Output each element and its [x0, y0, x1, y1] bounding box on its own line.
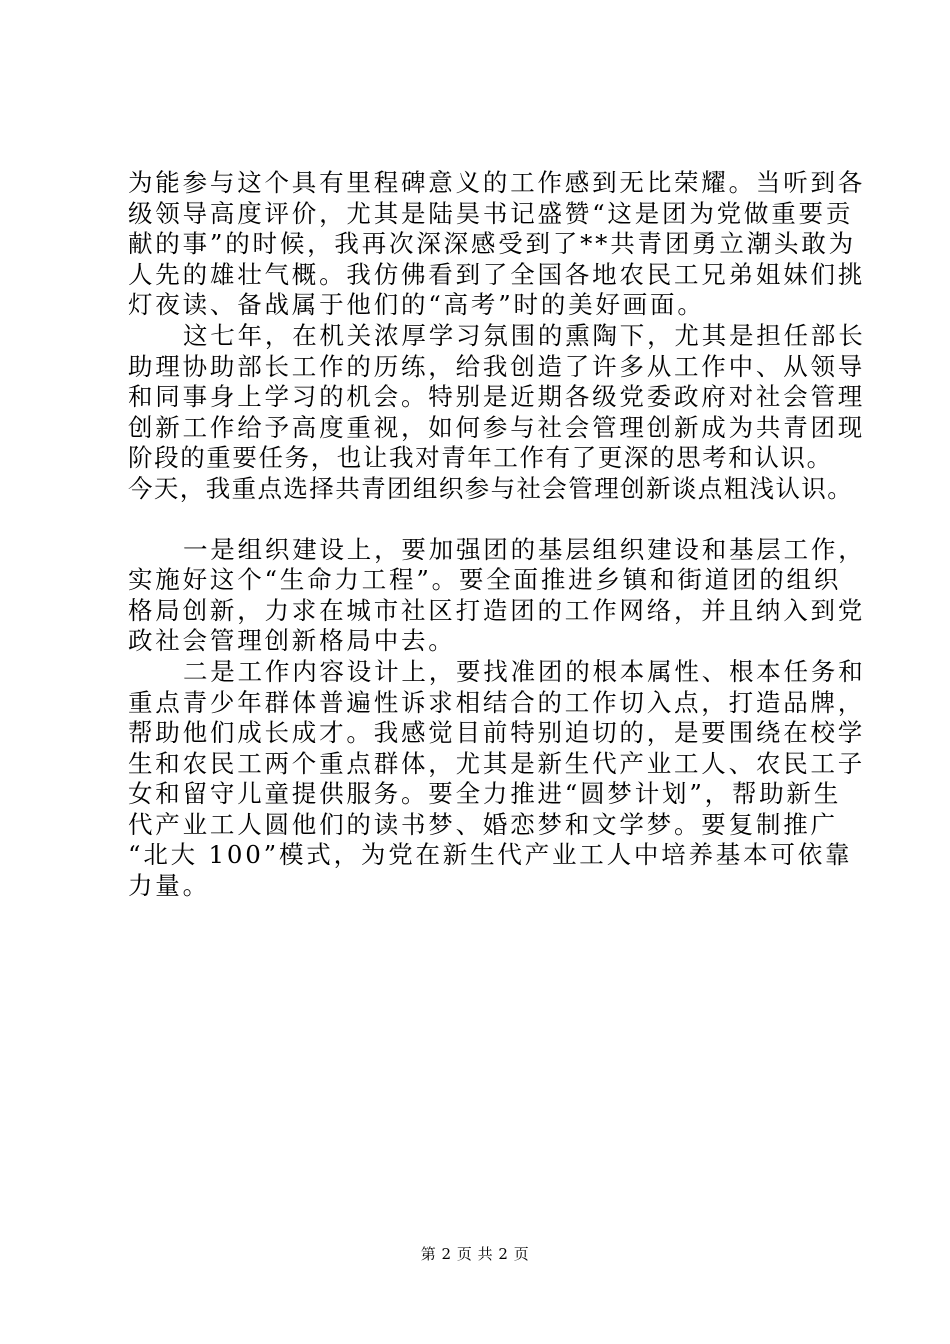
text-line: 代产业工人圆他们的读书梦、婚恋梦和文学梦。要复制推广 [128, 809, 838, 839]
text-line: 一是组织建设上，要加强团的基层组织建设和基层工作， [183, 534, 866, 564]
paragraph-3 [128, 534, 866, 657]
text-line: 二是工作内容设计上，要找准团的根本属性、根本任务和 [183, 656, 866, 686]
paragraph-spacer [128, 505, 848, 535]
paragraph-1 [128, 168, 866, 321]
text-line: 和同事身上学习的机会。特别是近期各级党委政府对社会管理 [128, 382, 866, 412]
text-line: 实施好这个“生命力工程”。要全面推进乡镇和街道团的组织 [128, 565, 842, 595]
text-line: 帮助他们成长成才。我感觉目前特别迫切的，是要围绕在校学 [128, 718, 866, 748]
text-line: “北大 100”模式，为党在新生代产业工人中培养基本可依靠 [128, 840, 853, 870]
text-line: 级领导高度评价，尤其是陆昊书记盛赞“这是团为党做重要贡 [128, 198, 854, 228]
paragraph-4 [128, 656, 866, 902]
text-line: 人先的雄壮气概。我仿佛看到了全国各地农民工兄弟姐妹们挑 [128, 259, 866, 289]
text-line: 政社会管理创新格局中去。 [128, 626, 456, 656]
text-line: 为能参与这个具有里程碑意义的工作感到无比荣耀。当听到各 [128, 168, 866, 197]
text-line: 阶段的重要任务，也让我对青年工作有了更深的思考和认识。 [128, 443, 833, 473]
page-number-footer: 第 2 页 共 2 页 [420, 1245, 530, 1263]
text-line: 助理协助部长工作的历练，给我创造了许多从工作中、从领导 [128, 351, 866, 381]
text-line: 重点青少年群体普遍性诉求相结合的工作切入点，打造品牌， [128, 687, 866, 717]
text-line: 今天，我重点选择共青团组织参与社会管理创新谈点粗浅认识。 [128, 473, 854, 503]
text-line: 创新工作给予高度重视，如何参与社会管理创新成为共青团现 [128, 412, 866, 442]
text-line: 生和农民工两个重点群体，尤其是新生代产业工人、农民工子 [128, 748, 866, 778]
text-line: 女和留守儿童提供服务。要全力推进“圆梦计划”，帮助新生 [128, 779, 842, 809]
text-line: 格局创新，力求在城市社区打造团的工作网络，并且纳入到党 [128, 595, 866, 625]
text-line: 灯夜读、备战属于他们的“高考”时的美好画面。 [128, 290, 705, 320]
text-line: 力量。 [128, 871, 210, 901]
paragraph-2 [128, 320, 866, 505]
text-line: 献的事”的时候，我再次深深感受到了**共青团勇立潮头敢为 [128, 229, 856, 259]
document-body [128, 168, 866, 902]
text-line: 这七年，在机关浓厚学习氛围的熏陶下，尤其是担任部长 [183, 320, 866, 350]
